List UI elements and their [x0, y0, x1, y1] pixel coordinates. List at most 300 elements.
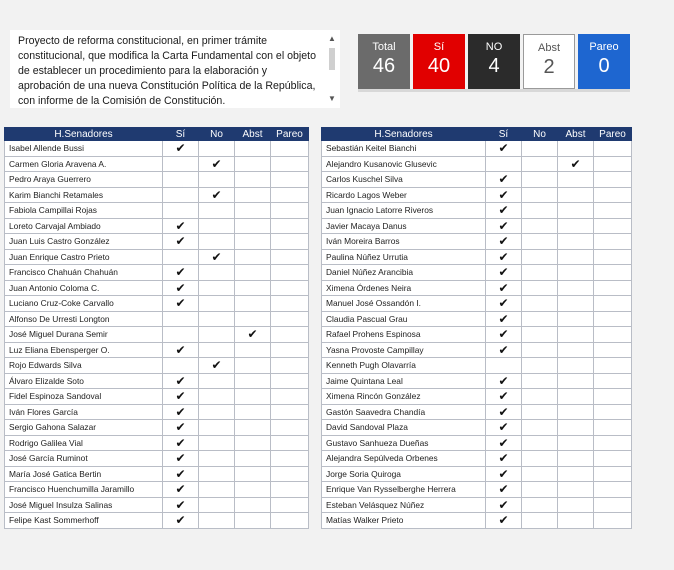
vote-cell-abst — [235, 497, 271, 513]
senator-name: Rojo Edwards Silva — [5, 358, 163, 374]
vote-cell-abst — [558, 482, 594, 498]
vote-cell-abst — [235, 420, 271, 436]
vote-cell-abst — [558, 172, 594, 188]
vote-cell-si — [486, 203, 522, 219]
table-row — [322, 497, 632, 513]
senator-name: Ximena Rincón González — [322, 389, 486, 405]
vote-cell-si — [163, 234, 199, 250]
table-row — [322, 420, 632, 436]
table-row — [322, 404, 632, 420]
vote-cell-si — [486, 482, 522, 498]
senator-name: Rafael Prohens Espinosa — [322, 327, 486, 343]
col-header-no: No — [522, 128, 558, 141]
senator-name: Manuel José Ossandón I. — [322, 296, 486, 312]
col-header-si: Sí — [163, 128, 199, 141]
senator-name: Matías Walker Prieto — [322, 513, 486, 529]
vote-cell-abst — [558, 311, 594, 327]
table-row — [5, 265, 309, 281]
vote-cell-pareo — [594, 482, 632, 498]
vote-cell-abst — [558, 389, 594, 405]
vote-cell-abst — [235, 156, 271, 172]
vote-cell-no — [199, 156, 235, 172]
vote-cell-pareo — [271, 451, 309, 467]
vote-cell-no — [199, 311, 235, 327]
check-icon: ✔ — [175, 420, 186, 435]
senator-name: María José Gatica Bertin — [5, 466, 163, 482]
check-icon: ✔ — [498, 218, 509, 233]
table-row — [322, 389, 632, 405]
vote-cell-si — [486, 172, 522, 188]
check-icon: ✔ — [175, 218, 186, 233]
table-row — [5, 218, 309, 234]
vote-cell-no — [522, 203, 558, 219]
vote-cell-pareo — [271, 203, 309, 219]
senator-name: Luz Eliana Ebensperger O. — [5, 342, 163, 358]
col-header-pareo: Pareo — [594, 128, 632, 141]
table-row — [5, 451, 309, 467]
senator-name: Esteban Velásquez Núñez — [322, 497, 486, 513]
table-header-row — [5, 128, 309, 141]
col-header-name: H.Senadores — [322, 128, 486, 141]
bill-description: Proyecto de reforma constitucional, en primer trámite constitucional, que modifica la Carta Fundamental con el objeto de establecer un procedimiento para la elaboración y aprobación de una nueva Constitución Política de la República, con informe de la Comisión de Constitución. — [18, 35, 316, 107]
vote-cell-abst — [235, 172, 271, 188]
check-icon: ✔ — [498, 203, 509, 218]
table-row — [322, 296, 632, 312]
vote-cell-pareo — [594, 342, 632, 358]
tally-abst — [523, 34, 575, 89]
check-icon: ✔ — [498, 265, 509, 280]
vote-cell-pareo — [271, 404, 309, 420]
tally-no-value: 4 — [488, 55, 500, 77]
tally-shadow — [358, 89, 630, 92]
table-row — [5, 141, 309, 157]
vote-cell-no — [199, 404, 235, 420]
check-icon: ✔ — [211, 249, 222, 264]
vote-cell-pareo — [594, 358, 632, 374]
vote-cell-abst — [235, 389, 271, 405]
vote-cell-abst — [558, 342, 594, 358]
vote-cell-si — [486, 513, 522, 529]
table-row — [5, 234, 309, 250]
table-row — [322, 265, 632, 281]
vote-cell-abst — [235, 203, 271, 219]
vote-cell-no — [199, 218, 235, 234]
vote-cell-no — [522, 466, 558, 482]
table-row — [322, 218, 632, 234]
vote-cell-pareo — [271, 187, 309, 203]
check-icon: ✔ — [175, 482, 186, 497]
check-icon: ✔ — [175, 497, 186, 512]
senator-name: Juan Ignacio Latorre Riveros — [322, 203, 486, 219]
vote-cell-pareo — [594, 187, 632, 203]
vote-cell-pareo — [271, 249, 309, 265]
col-header-pareo: Pareo — [271, 128, 309, 141]
vote-cell-no — [199, 280, 235, 296]
tally-pareo — [578, 34, 630, 89]
table-row — [5, 482, 309, 498]
vote-cell-abst — [235, 358, 271, 374]
tally-abst-label: Abst — [537, 42, 560, 54]
senator-name: Gustavo Sanhueza Dueñas — [322, 435, 486, 451]
vote-cell-no — [522, 482, 558, 498]
vote-cell-abst — [235, 482, 271, 498]
senator-name: Carmen Gloria Aravena A. — [5, 156, 163, 172]
vote-cell-si — [163, 451, 199, 467]
vote-cell-no — [199, 172, 235, 188]
vote-cell-pareo — [271, 311, 309, 327]
table-row — [5, 435, 309, 451]
tally-total-value: 46 — [372, 55, 396, 77]
check-icon: ✔ — [498, 420, 509, 435]
vote-cell-abst — [235, 373, 271, 389]
vote-cell-no — [199, 358, 235, 374]
vote-cell-no — [199, 342, 235, 358]
table-row — [5, 311, 309, 327]
table-row — [322, 141, 632, 157]
senator-name: Ricardo Lagos Weber — [322, 187, 486, 203]
vote-cell-pareo — [271, 466, 309, 482]
check-icon: ✔ — [175, 435, 186, 450]
col-header-abst: Abst — [558, 128, 594, 141]
vote-cell-si — [163, 218, 199, 234]
vote-cell-no — [522, 156, 558, 172]
vote-cell-si — [163, 280, 199, 296]
vote-cell-si — [163, 513, 199, 529]
tally-si — [413, 34, 465, 89]
vote-cell-pareo — [271, 327, 309, 343]
check-icon: ✔ — [498, 141, 509, 156]
vote-cell-abst — [558, 435, 594, 451]
check-icon: ✔ — [211, 187, 222, 202]
vote-cell-no — [522, 373, 558, 389]
vote-cell-si — [486, 466, 522, 482]
vote-cell-no — [199, 482, 235, 498]
vote-cell-no — [522, 358, 558, 374]
senator-name: Ximena Órdenes Neira — [322, 280, 486, 296]
vote-cell-no — [522, 172, 558, 188]
table-row — [322, 156, 632, 172]
vote-cell-si — [163, 435, 199, 451]
vote-cell-abst — [558, 358, 594, 374]
tally-abst-value: 2 — [543, 56, 555, 78]
vote-cell-abst — [558, 265, 594, 281]
vote-cell-pareo — [594, 296, 632, 312]
senator-name: Jorge Soria Quiroga — [322, 466, 486, 482]
check-icon: ✔ — [498, 234, 509, 249]
vote-cell-si — [486, 451, 522, 467]
table-row — [322, 280, 632, 296]
vote-cell-abst — [235, 435, 271, 451]
vote-cell-si — [163, 265, 199, 281]
vote-cell-pareo — [594, 327, 632, 343]
vote-cell-no — [199, 513, 235, 529]
vote-cell-no — [199, 296, 235, 312]
tally-pareo-value: 0 — [598, 55, 610, 77]
vote-cell-no — [522, 249, 558, 265]
vote-cell-pareo — [594, 172, 632, 188]
scroll-up-icon[interactable]: ▲ — [328, 34, 336, 43]
senator-name: Juan Antonio Coloma C. — [5, 280, 163, 296]
vote-cell-pareo — [271, 358, 309, 374]
vote-cell-si — [486, 265, 522, 281]
senator-name: Paulina Núñez Urrutia — [322, 249, 486, 265]
table-row — [322, 373, 632, 389]
vote-cell-si — [486, 342, 522, 358]
vote-cell-si — [486, 358, 522, 374]
senator-name: Felipe Kast Sommerhoff — [5, 513, 163, 529]
table-row — [322, 358, 632, 374]
check-icon: ✔ — [175, 451, 186, 466]
check-icon: ✔ — [498, 172, 509, 187]
table-row — [5, 497, 309, 513]
vote-cell-si — [486, 311, 522, 327]
vote-cell-no — [199, 373, 235, 389]
vote-cell-abst — [558, 187, 594, 203]
senator-name: David Sandoval Plaza — [322, 420, 486, 436]
vote-cell-abst — [558, 156, 594, 172]
vote-cell-no — [522, 389, 558, 405]
vote-cell-no — [522, 234, 558, 250]
senator-name: Fabiola Campillai Rojas — [5, 203, 163, 219]
senator-name: José Miguel Durana Semir — [5, 327, 163, 343]
senator-name: Iván Moreira Barros — [322, 234, 486, 250]
table-row — [5, 327, 309, 343]
vote-cell-pareo — [594, 435, 632, 451]
vote-cell-si — [163, 187, 199, 203]
vote-cell-no — [522, 420, 558, 436]
vote-cell-no — [522, 218, 558, 234]
table-row — [5, 358, 309, 374]
senators-table-right — [321, 127, 632, 529]
table-row — [5, 466, 309, 482]
vote-cell-no — [522, 451, 558, 467]
check-icon: ✔ — [498, 327, 509, 342]
check-icon: ✔ — [175, 513, 186, 528]
col-header-abst: Abst — [235, 128, 271, 141]
vote-cell-abst — [558, 451, 594, 467]
vote-cell-si — [486, 327, 522, 343]
vote-cell-pareo — [271, 234, 309, 250]
vote-cell-no — [199, 265, 235, 281]
check-icon: ✔ — [175, 466, 186, 481]
vote-cell-abst — [235, 404, 271, 420]
table-row — [322, 234, 632, 250]
vote-cell-pareo — [271, 172, 309, 188]
vote-cell-si — [486, 280, 522, 296]
table-row — [322, 327, 632, 343]
vote-cell-si — [486, 420, 522, 436]
vote-cell-pareo — [271, 280, 309, 296]
table-row — [322, 203, 632, 219]
vote-cell-abst — [558, 296, 594, 312]
check-icon: ✔ — [498, 435, 509, 450]
vote-cell-si — [163, 373, 199, 389]
senator-name: Juan Luis Castro González — [5, 234, 163, 250]
vote-cell-no — [199, 203, 235, 219]
vote-cell-pareo — [594, 234, 632, 250]
vote-cell-abst — [235, 296, 271, 312]
table-row — [322, 172, 632, 188]
vote-cell-si — [486, 435, 522, 451]
table-row — [322, 451, 632, 467]
senators-table-left — [4, 127, 309, 529]
vote-cell-no — [199, 187, 235, 203]
senator-name: Alejandro Kusanovic Glusevic — [322, 156, 486, 172]
check-icon: ✔ — [498, 513, 509, 528]
vote-cell-pareo — [594, 389, 632, 405]
vote-cell-si — [486, 141, 522, 157]
vote-cell-pareo — [594, 249, 632, 265]
vote-cell-abst — [235, 513, 271, 529]
check-icon: ✔ — [498, 466, 509, 481]
vote-cell-pareo — [271, 141, 309, 157]
senator-name: Carlos Kuschel Silva — [322, 172, 486, 188]
vote-cell-no — [199, 420, 235, 436]
vote-cell-pareo — [594, 466, 632, 482]
vote-cell-no — [522, 187, 558, 203]
vote-cell-pareo — [271, 435, 309, 451]
vote-cell-pareo — [271, 497, 309, 513]
vote-cell-abst — [235, 249, 271, 265]
vote-cell-si — [486, 296, 522, 312]
senator-name: Enrique Van Rysselberghe Herrera — [322, 482, 486, 498]
check-icon: ✔ — [175, 373, 186, 388]
scrollbar-thumb[interactable] — [329, 48, 335, 70]
check-icon: ✔ — [570, 156, 581, 171]
vote-cell-no — [522, 327, 558, 343]
check-icon: ✔ — [175, 265, 186, 280]
table-row — [5, 513, 309, 529]
vote-cell-pareo — [594, 311, 632, 327]
vote-cell-si — [486, 249, 522, 265]
vote-cell-no — [199, 327, 235, 343]
table-row — [5, 296, 309, 312]
table-row — [5, 373, 309, 389]
vote-cell-si — [163, 311, 199, 327]
table-header-row — [322, 128, 632, 141]
vote-cell-si — [163, 482, 199, 498]
vote-cell-si — [163, 156, 199, 172]
vote-cell-abst — [235, 327, 271, 343]
vote-cell-abst — [235, 466, 271, 482]
table-row — [322, 342, 632, 358]
vote-cell-abst — [235, 451, 271, 467]
senator-name: Luciano Cruz-Coke Carvallo — [5, 296, 163, 312]
vote-cell-no — [522, 435, 558, 451]
vote-cell-pareo — [594, 141, 632, 157]
check-icon: ✔ — [175, 280, 186, 295]
bill-description-box[interactable] — [10, 30, 340, 108]
table-row — [5, 156, 309, 172]
table-row — [322, 435, 632, 451]
check-icon: ✔ — [175, 342, 186, 357]
check-icon: ✔ — [498, 451, 509, 466]
vote-cell-si — [486, 497, 522, 513]
senator-name: Alejandra Sepúlveda Orbenes — [322, 451, 486, 467]
vote-cell-pareo — [271, 420, 309, 436]
vote-cell-abst — [235, 265, 271, 281]
vote-cell-si — [163, 358, 199, 374]
vote-cell-pareo — [271, 218, 309, 234]
vote-cell-pareo — [594, 513, 632, 529]
vote-cell-no — [199, 234, 235, 250]
vote-cell-abst — [558, 327, 594, 343]
vote-cell-no — [522, 265, 558, 281]
vote-cell-si — [163, 141, 199, 157]
vote-cell-si — [486, 404, 522, 420]
table-row — [5, 280, 309, 296]
tally-si-value: 40 — [427, 55, 451, 77]
senator-name: Claudia Pascual Grau — [322, 311, 486, 327]
senator-name: Kenneth Pugh Olavarría — [322, 358, 486, 374]
vote-cell-pareo — [271, 342, 309, 358]
table-row — [5, 389, 309, 405]
vote-cell-no — [522, 513, 558, 529]
tally-si-label: Sí — [433, 41, 445, 53]
check-icon: ✔ — [175, 296, 186, 311]
senator-name: Francisco Huenchumilla Jaramillo — [5, 482, 163, 498]
senator-name: Karim Bianchi Retamales — [5, 187, 163, 203]
vote-cell-abst — [558, 203, 594, 219]
vote-cell-si — [486, 373, 522, 389]
vote-cell-pareo — [271, 296, 309, 312]
vote-cell-pareo — [594, 156, 632, 172]
senator-name: Fidel Espinoza Sandoval — [5, 389, 163, 405]
col-header-no: No — [199, 128, 235, 141]
check-icon: ✔ — [498, 497, 509, 512]
tally-no-label: NO — [485, 41, 503, 53]
check-icon: ✔ — [498, 482, 509, 497]
vote-cell-abst — [558, 404, 594, 420]
col-header-si: Sí — [486, 128, 522, 141]
vote-cell-si — [163, 249, 199, 265]
vote-cell-pareo — [594, 404, 632, 420]
vote-cell-si — [486, 234, 522, 250]
check-icon: ✔ — [498, 296, 509, 311]
vote-cell-no — [522, 311, 558, 327]
tally-pareo-label: Pareo — [589, 41, 619, 53]
table-row — [322, 249, 632, 265]
vote-cell-pareo — [271, 513, 309, 529]
vote-cell-pareo — [594, 218, 632, 234]
vote-cell-pareo — [271, 265, 309, 281]
vote-cell-si — [163, 342, 199, 358]
vote-cell-abst — [235, 311, 271, 327]
check-icon: ✔ — [498, 389, 509, 404]
senator-name: Álvaro Elizalde Soto — [5, 373, 163, 389]
check-icon: ✔ — [247, 327, 258, 342]
vote-cell-abst — [558, 218, 594, 234]
vote-cell-pareo — [271, 389, 309, 405]
vote-cell-abst — [235, 342, 271, 358]
senator-name: Pedro Araya Guerrero — [5, 172, 163, 188]
scroll-down-icon[interactable]: ▼ — [328, 94, 336, 103]
check-icon: ✔ — [175, 404, 186, 419]
table-row — [322, 466, 632, 482]
vote-cell-abst — [235, 280, 271, 296]
vote-cell-abst — [235, 234, 271, 250]
check-icon: ✔ — [498, 249, 509, 264]
vote-cell-no — [199, 466, 235, 482]
vote-cell-si — [163, 466, 199, 482]
vote-cell-si — [163, 172, 199, 188]
vote-cell-abst — [558, 420, 594, 436]
tally-total — [358, 34, 410, 89]
senator-name: Loreto Carvajal Ambiado — [5, 218, 163, 234]
vote-cell-pareo — [271, 373, 309, 389]
vote-cell-si — [486, 187, 522, 203]
check-icon: ✔ — [498, 342, 509, 357]
